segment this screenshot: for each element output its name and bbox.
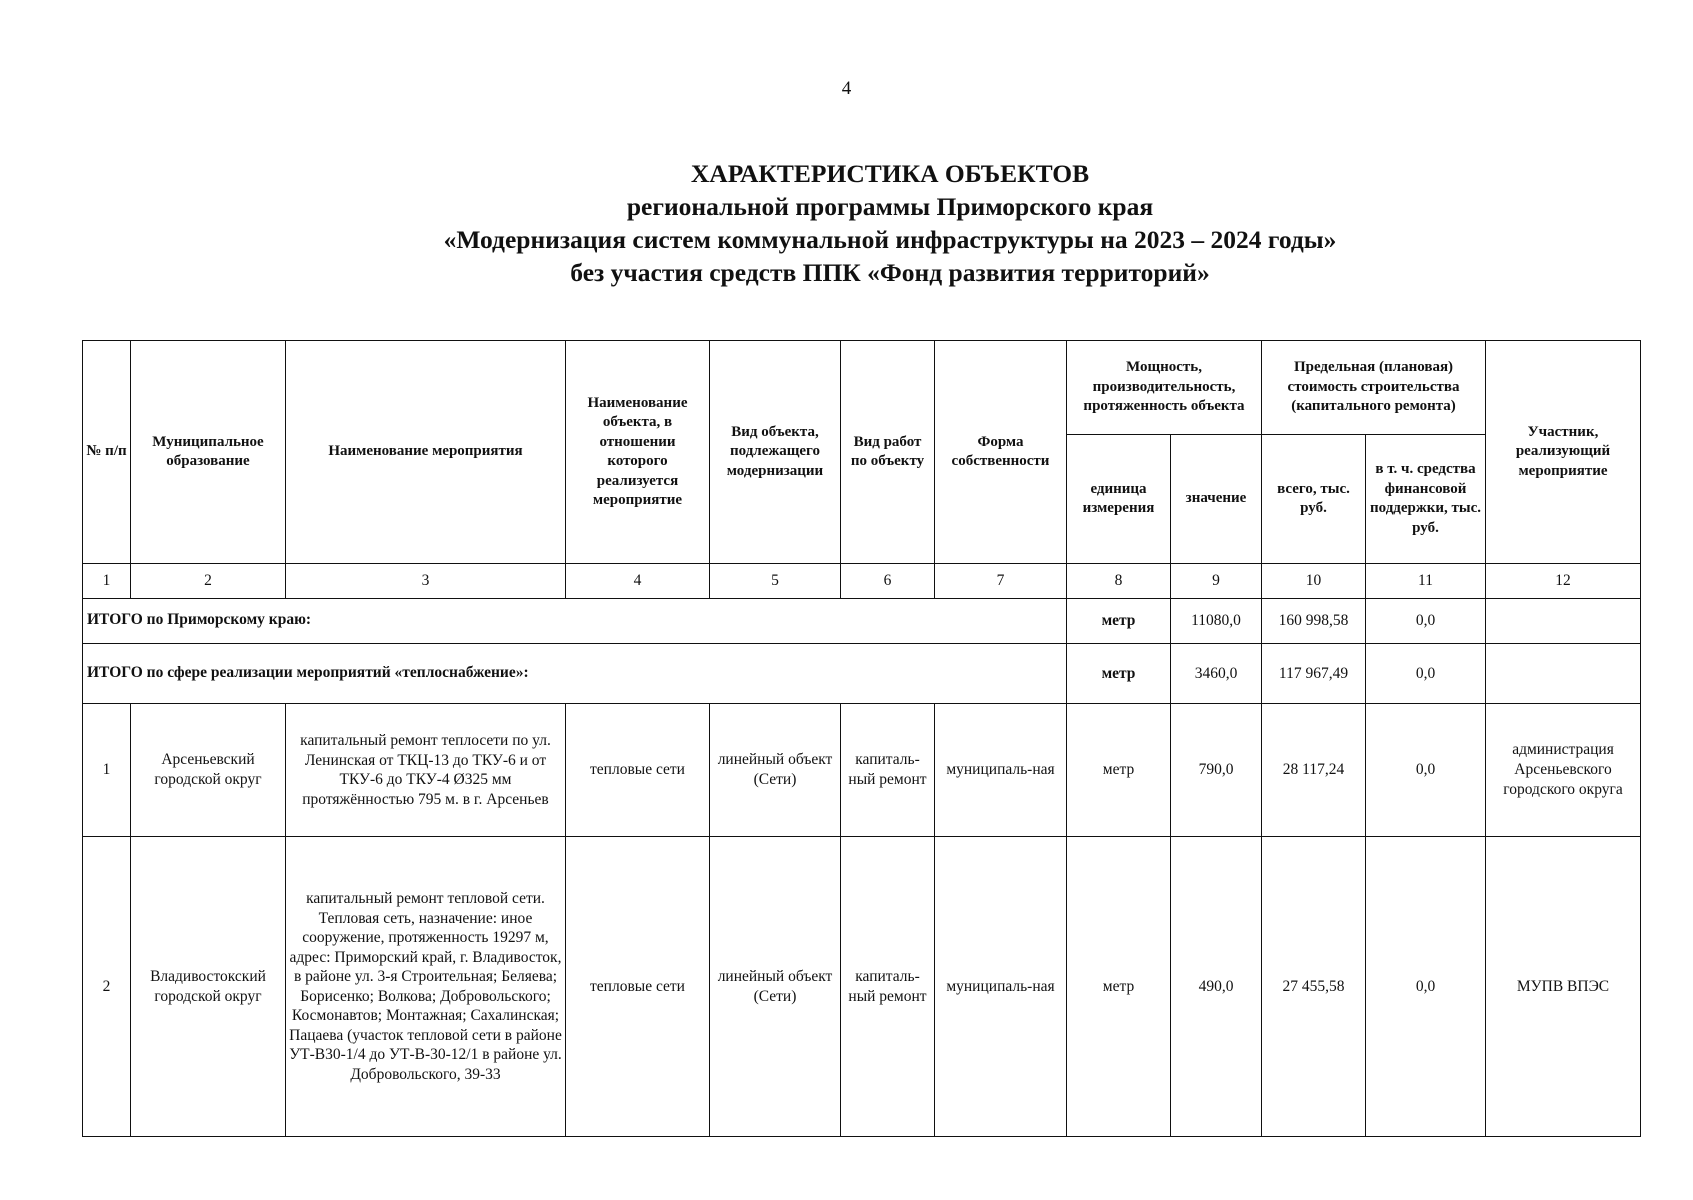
row-cost-total: 27 455,58 xyxy=(1262,837,1366,1137)
column-number: 8 xyxy=(1067,564,1171,599)
row-object-type: линейный объект (Сети) xyxy=(710,704,841,837)
column-number: 11 xyxy=(1366,564,1486,599)
column-number: 2 xyxy=(131,564,286,599)
header-participant: Участник, реализующий мероприятие xyxy=(1486,341,1641,564)
header-capacity-group: Мощность, производительность, протяженность объекта xyxy=(1067,341,1262,435)
column-numbers-row xyxy=(83,564,1641,599)
table-row xyxy=(83,837,1641,1137)
column-number: 1 xyxy=(83,564,131,599)
row-value: 790,0 xyxy=(1171,704,1262,837)
header-cost-total: всего, тыс. руб. xyxy=(1262,435,1366,564)
total-participant xyxy=(1486,644,1641,704)
row-municipality: Владивостокский городской округ xyxy=(131,837,286,1137)
objects-table xyxy=(82,340,1641,1137)
column-number: 10 xyxy=(1262,564,1366,599)
column-number: 12 xyxy=(1486,564,1641,599)
total-cost: 160 998,58 xyxy=(1262,599,1366,644)
row-cost-support: 0,0 xyxy=(1366,704,1486,837)
header-object-type: Вид объекта, подлежащего модернизации xyxy=(710,341,841,564)
total-row-region xyxy=(83,599,1641,644)
header-cost-support: в т. ч. средства финансовой поддержки, тыс. руб. xyxy=(1366,435,1486,564)
title-line-2: региональной программы Приморского края xyxy=(626,192,1154,221)
row-measure-name: капитальный ремонт теплосети по ул. Ленинская от ТКЦ-13 до ТКУ-6 и от ТКУ-6 до ТКУ-4 Ø325 мм протяжённостью 795 м. в г. Арсеньев xyxy=(286,704,566,837)
row-ownership: муниципаль-ная xyxy=(935,704,1067,837)
row-participant: МУПВ ВПЭС xyxy=(1486,837,1641,1137)
header-value: значение xyxy=(1171,435,1262,564)
row-unit: метр xyxy=(1067,704,1171,837)
header-work-type: Вид работ по объекту xyxy=(841,341,935,564)
page-number: 4 xyxy=(841,78,852,99)
total-cost: 117 967,49 xyxy=(1262,644,1366,704)
row-work-type: капиталь-ный ремонт xyxy=(841,704,935,837)
row-object-type: линейный объект (Сети) xyxy=(710,837,841,1137)
total-label: ИТОГО по Приморскому краю: xyxy=(83,599,1067,644)
row-cost-support: 0,0 xyxy=(1366,837,1486,1137)
total-value: 11080,0 xyxy=(1171,599,1262,644)
total-value: 3460,0 xyxy=(1171,644,1262,704)
header-cost-group: Предельная (плановая) стоимость строительства (капитального ремонта) xyxy=(1262,341,1486,435)
total-participant xyxy=(1486,599,1641,644)
total-unit: метр xyxy=(1067,599,1171,644)
column-number: 4 xyxy=(566,564,710,599)
row-num: 2 xyxy=(83,837,131,1137)
column-number: 7 xyxy=(935,564,1067,599)
header-object-name: Наименование объекта, в отношении которого реализуется мероприятие xyxy=(566,341,710,564)
total-label: ИТОГО по сфере реализации мероприятий «теплоснабжение»: xyxy=(83,644,1067,704)
column-number: 3 xyxy=(286,564,566,599)
column-number: 9 xyxy=(1171,564,1262,599)
row-object-name: тепловые сети xyxy=(566,704,710,837)
total-row-heat-supply xyxy=(83,644,1641,704)
row-num: 1 xyxy=(83,704,131,837)
row-object-name: тепловые сети xyxy=(566,837,710,1137)
total-support: 0,0 xyxy=(1366,644,1486,704)
row-unit: метр xyxy=(1067,837,1171,1137)
header-ownership: Форма собственности xyxy=(935,341,1067,564)
column-number: 5 xyxy=(710,564,841,599)
title-line-4: без участия средств ППК «Фонд развития территорий» xyxy=(570,258,1210,287)
header-row-1 xyxy=(83,341,1641,435)
header-unit: единица измерения xyxy=(1067,435,1171,564)
column-number: 6 xyxy=(841,564,935,599)
total-support: 0,0 xyxy=(1366,599,1486,644)
header-num: № п/п xyxy=(83,341,131,564)
row-ownership: муниципаль-ная xyxy=(935,837,1067,1137)
header-measure-name: Наименование мероприятия xyxy=(286,341,566,564)
total-unit: метр xyxy=(1067,644,1171,704)
table-row xyxy=(83,704,1641,837)
row-work-type: капиталь-ный ремонт xyxy=(841,837,935,1137)
title-line-3: «Модернизация систем коммунальной инфраструктуры на 2023 – 2024 годы» xyxy=(443,225,1337,254)
row-participant: администрация Арсеньевского городского округа xyxy=(1486,704,1641,837)
document-title xyxy=(0,157,1693,289)
title-line-1: ХАРАКТЕРИСТИКА ОБЪЕКТОВ xyxy=(690,159,1090,188)
row-cost-total: 28 117,24 xyxy=(1262,704,1366,837)
row-value: 490,0 xyxy=(1171,837,1262,1137)
row-municipality: Арсеньевский городской округ xyxy=(131,704,286,837)
header-municipality: Муниципальное образование xyxy=(131,341,286,564)
row-measure-name: капитальный ремонт тепловой сети. Тепловая сеть, назначение: иное сооружение, протяженность 19297 м, адрес: Приморский край, г. Владивосток, в районе ул. 3-я Строительная; Беляева; Борисенко; Волкова; Добровольского; Космонавтов; Монтажная; Сахалинская; Пацаева (участок тепловой сети в районе УТ-В30-1/4 до УТ-В-30-12/1 в районе ул. Добровольского, 39-33 xyxy=(286,837,566,1137)
